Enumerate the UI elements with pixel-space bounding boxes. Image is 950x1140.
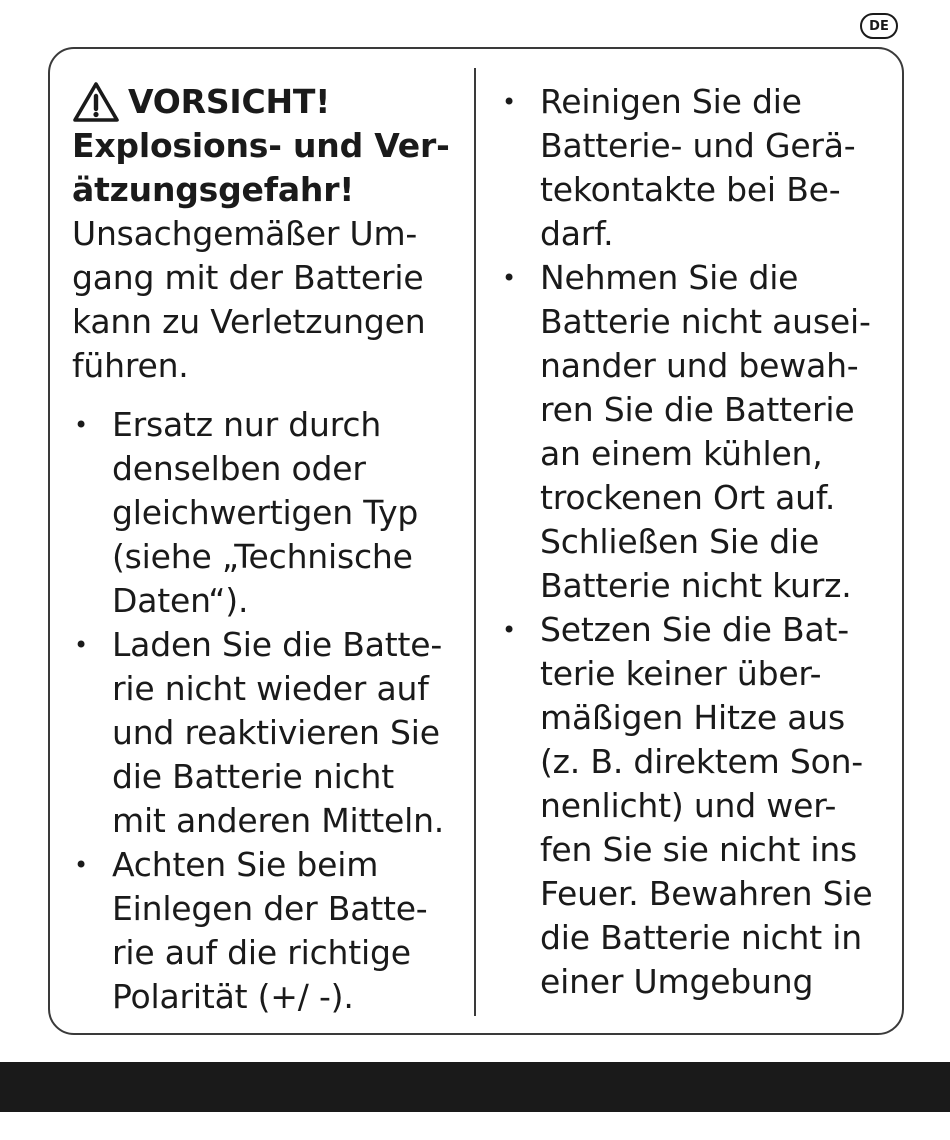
list-item-line: darf. [540,214,614,253]
warning-title: VORSICHT! [128,82,331,121]
list-item-line: und reaktivieren Sie [112,713,440,752]
list-item-line: Ersatz nur durch [112,405,382,444]
bullet-icon: • [74,631,88,659]
list-item-line: Schließen Sie die [540,522,820,561]
list-item-line: terie keiner über- [540,654,822,693]
language-badge: DE [860,13,898,39]
list-item-line: denselben oder [112,449,366,488]
list-item-line: (siehe „Technische [112,537,413,576]
list-item-line: rie nicht wieder auf [112,669,429,708]
bullet-icon: • [502,264,516,292]
list-item-line: mit anderen Mitteln. [112,801,445,840]
list-item-line: mäßigen Hitze aus [540,698,845,737]
list-item-line: Achten Sie beim [112,845,379,884]
list-item [500,608,890,1004]
warning-triangle-icon [72,81,120,123]
list-item [72,623,462,843]
bullet-icon: • [502,616,516,644]
list-item-line: Einlegen der Batte- [112,889,428,928]
list-item-line: ren Sie die Batterie [540,390,855,429]
list-item-line: rie auf die richtige [112,933,411,972]
intro-text-line: führen. [72,346,189,385]
list-item-line: die Batterie nicht [112,757,394,796]
list-item-line: Batterie nicht kurz. [540,566,852,605]
warning-subtitle-line: Explosions- und Ver- [72,126,450,165]
list-item-line: Reinigen Sie die [540,82,802,121]
list-item-line: gleichwertigen Typ [112,493,419,532]
list-item-line: (z. B. direktem Son- [540,742,864,781]
list-item [72,843,462,1019]
list-item-line: Nehmen Sie die [540,258,799,297]
list-item-line: an einem kühlen, [540,434,823,473]
list-item-line: Setzen Sie die Bat- [540,610,849,649]
list-item-line: Feuer. Bewahren Sie [540,874,873,913]
list-item-line: Batterie nicht ausei- [540,302,871,341]
bullet-icon: • [74,411,88,439]
warning-heading [72,80,462,124]
list-item-line: nander und bewah- [540,346,859,385]
footer-bar [0,1062,950,1112]
list-item-line: Batterie- und Gerä- [540,126,856,165]
intro-text-line: Unsachgemäßer Um- [72,214,418,253]
list-item-line: Laden Sie die Batte- [112,625,443,664]
list-item-line: einer Umgebung [540,962,814,1001]
left-column [72,80,462,1019]
warning-subtitle-line: ätzungsgefahr! [72,170,355,209]
list-item [500,80,890,256]
right-column [500,80,890,1004]
list-item-line: fen Sie sie nicht ins [540,830,858,869]
list-item-line: tekontakte bei Be- [540,170,841,209]
list-item [72,403,462,623]
bullet-icon: • [74,851,88,879]
list-item-line: nenlicht) und wer- [540,786,837,825]
list-item-line: die Batterie nicht in [540,918,862,957]
list-item-line: Daten“). [112,581,249,620]
intro-text-line: kann zu Verletzungen [72,302,426,341]
bullet-icon: • [502,88,516,116]
list-item-line: trockenen Ort auf. [540,478,836,517]
intro-text-line: gang mit der Batterie [72,258,424,297]
list-item-line: Polarität (+/ -). [112,977,354,1016]
list-item [500,256,890,608]
column-divider [474,68,476,1016]
